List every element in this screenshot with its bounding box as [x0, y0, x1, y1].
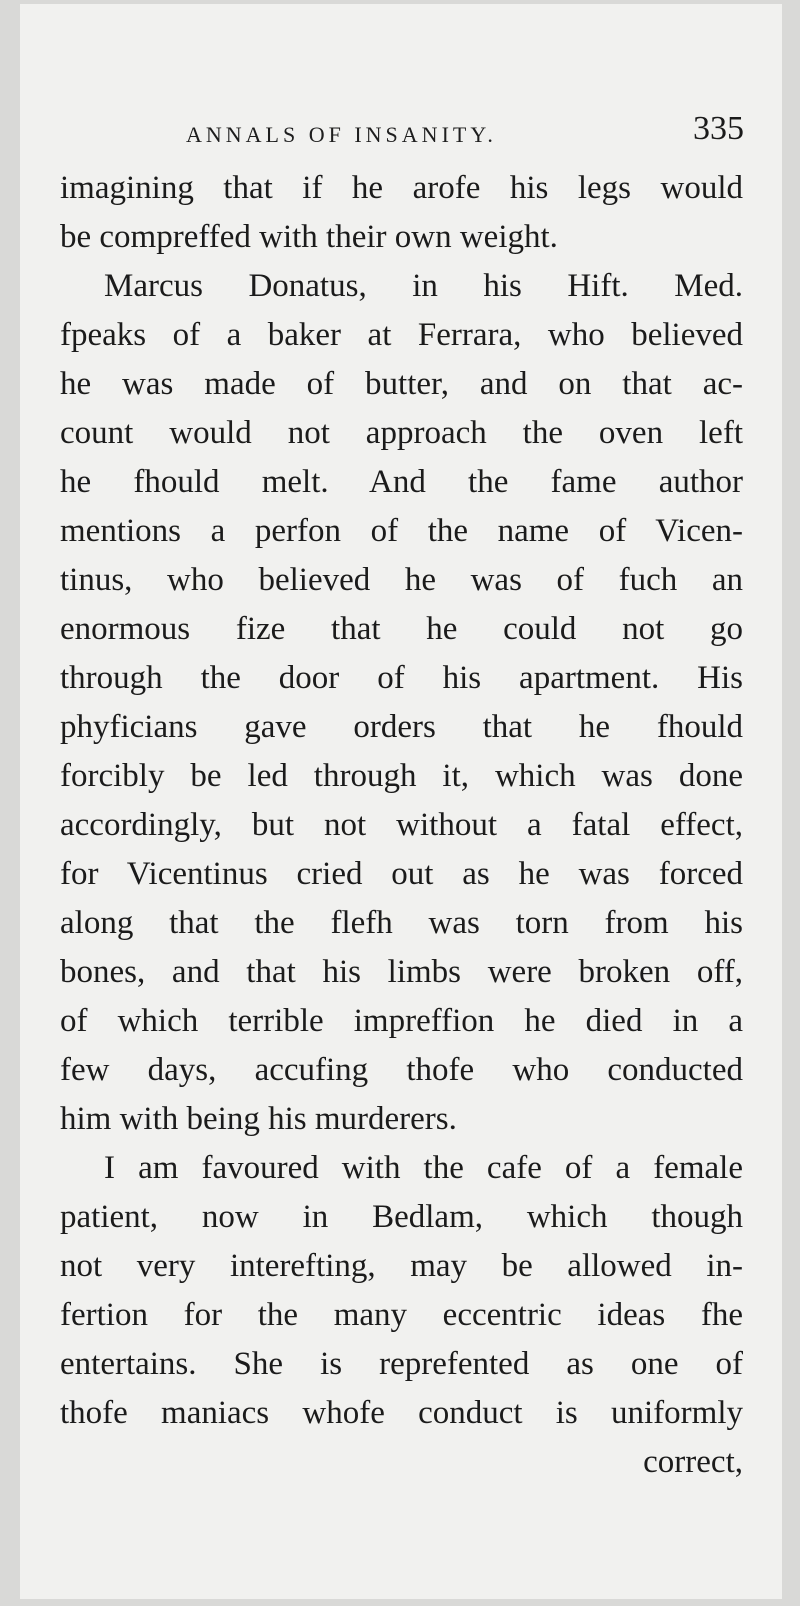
text-line: through the door of his apartment. His [60, 660, 743, 696]
text-line: Marcus Donatus, in his Hift. Med. [104, 268, 743, 304]
text-line: patient, now in Bedlam, which though [60, 1199, 743, 1235]
text-line: phyficians gave orders that he fhould [60, 709, 743, 745]
text-line: be compreffed with their own weight. [60, 219, 558, 255]
running-head [20, 110, 782, 166]
text-line: few days, accufing thofe who conducted [60, 1052, 743, 1088]
text-line: count would not approach the oven left [60, 415, 743, 451]
running-title: ANNALS OF INSANITY. [186, 122, 497, 147]
text-line: tinus, who believed he was of fuch an [60, 562, 743, 598]
text-line: entertains. She is reprefented as one of [60, 1346, 743, 1382]
catchword: correct, [643, 1444, 743, 1480]
text-line: of which terrible impreffion he died in a [60, 1003, 743, 1039]
text-line: bones, and that his limbs were broken off, [60, 954, 743, 990]
text-line: he fhould melt. And the fame author [60, 464, 743, 500]
page-number: 335 [693, 110, 744, 147]
text-line: fertion for the many eccentric ideas fhe [60, 1297, 743, 1333]
text-line: him with being his murderers. [60, 1101, 457, 1137]
text-line: not very interefting, may be allowed in- [60, 1248, 743, 1284]
text-line: for Vicentinus cried out as he was forced [60, 856, 743, 892]
text-line: forcibly be led through it, which was done [60, 758, 743, 794]
text-line: imagining that if he arofe his legs would [60, 170, 743, 206]
text-line: enormous fize that he could not go [60, 611, 743, 647]
text-line: accordingly, but not without a fatal effect, [60, 807, 743, 843]
body-text [60, 164, 743, 1487]
text-line: thofe maniacs whofe conduct is uniformly [60, 1395, 743, 1431]
text-line: along that the flefh was torn from his [60, 905, 743, 941]
text-line: I am favoured with the cafe of a female [104, 1150, 743, 1186]
text-line: he was made of butter, and on that ac- [60, 366, 743, 402]
text-line: fpeaks of a baker at Ferrara, who believed [60, 317, 743, 353]
book-page [20, 4, 782, 1599]
text-line: mentions a perfon of the name of Vicen- [60, 513, 743, 549]
